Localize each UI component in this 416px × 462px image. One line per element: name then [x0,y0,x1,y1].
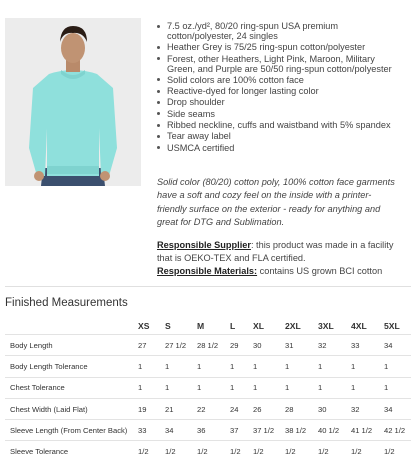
measurement-value: 1/2 [165,441,197,462]
measurement-value: 1/2 [253,441,285,462]
measurement-value: 1 [138,377,165,398]
size-header-2xl: 2XL [285,321,301,331]
measurement-value: 28 [285,398,318,419]
measurement-value: 28 1/2 [197,335,230,356]
measurement-value: 38 1/2 [285,420,318,441]
measurement-value: 1 [318,377,351,398]
measurement-label: Body Length Tolerance [5,356,138,377]
measurement-value: 32 [351,398,384,419]
measurement-value: 30 [253,335,285,356]
measurement-value: 42 1/2 [384,420,411,441]
measurement-value: 1 [165,377,197,398]
size-header-m: M [197,321,205,331]
table-row [5,398,411,419]
responsible-materials-label: Responsible Materials: [157,266,258,276]
measurement-value: 1 [197,356,230,377]
measurement-value: 29 [230,335,253,356]
measurement-value: 24 [230,398,253,419]
measurement-value: 1 [138,356,165,377]
measurement-value: 1 [253,356,285,377]
measurement-label: Chest Width (Laid Flat) [5,398,138,419]
measurement-value: 1/2 [351,441,384,462]
measurement-value: 1 [318,356,351,377]
feature-item: USMCA certified [157,143,401,153]
feature-item: Reactive-dyed for longer lasting color [157,86,401,96]
measurement-value: 36 [197,420,230,441]
measurement-value: 1/2 [318,441,351,462]
feature-item: Tear away label [157,131,401,141]
measurement-label: Chest Tolerance [5,377,138,398]
measurement-value: 1/2 [230,441,253,462]
measurement-value: 34 [165,420,197,441]
measurement-value: 1 [351,377,384,398]
measurement-value: 1 [285,377,318,398]
header-spacer [5,318,138,335]
measurement-value: 41 1/2 [351,420,384,441]
size-header-s: S [165,321,171,331]
feature-item: Forest, other Heathers, Light Pink, Maroon, Military Green, and Purple are 50/50 ring-spun cotton/polyester [157,54,401,74]
table-row [5,377,411,398]
measurement-value: 1 [197,377,230,398]
size-header-l: L [230,321,236,331]
responsible-supplier-text: : this product was made in a facility that is OEKO-TEX and FLA certified. [157,240,394,263]
measurement-value: 27 1/2 [165,335,197,356]
feature-item: Solid colors are 100% cotton face [157,75,401,85]
measurement-value: 34 [384,398,411,419]
measurement-value: 19 [138,398,165,419]
feature-item: 7.5 oz./yd², 80/20 ring-spun USA premium cotton/polyester, 24 singles [157,21,401,41]
table-row [5,420,411,441]
size-header-xl: XL [253,321,264,331]
measurement-value: 27 [138,335,165,356]
measurement-value: 1 [253,377,285,398]
measurement-value: 34 [384,335,411,356]
feature-item: Drop shoulder [157,97,401,107]
measurement-label: Body Length [5,335,138,356]
measurement-value: 30 [318,398,351,419]
measurement-value: 31 [285,335,318,356]
size-header-5xl: 5XL [384,321,400,331]
measurement-value: 1 [230,356,253,377]
measurement-value: 33 [138,420,165,441]
measurement-value: 37 [230,420,253,441]
feature-item: Side seams [157,109,401,119]
responsible-materials [157,265,407,277]
table-row [5,441,411,462]
measurement-value: 1 [384,356,411,377]
measurement-value: 1 [165,356,197,377]
measurement-value: 40 1/2 [318,420,351,441]
measurement-label: Sleeve Tolerance [5,441,138,462]
product-description: Solid color (80/20) cotton poly, 100% cotton face garments have a soft and cozy feel on the inside with a printer-friendly surface on the exterior - ready for anything and great for DTG and Sublimation. [157,177,395,227]
measurement-value: 1/2 [138,441,165,462]
measurement-value: 32 [318,335,351,356]
section-divider [5,286,411,287]
responsible-materials-text: contains US grown BCI cotton [257,266,383,276]
model-wearing-sweatshirt [5,18,141,186]
measurement-value: 22 [197,398,230,419]
measurement-value: 37 1/2 [253,420,285,441]
measurement-value: 1 [384,377,411,398]
measurement-value: 21 [165,398,197,419]
measurement-value: 1/2 [197,441,230,462]
feature-item: Ribbed neckline, cuffs and waistband with 5% spandex [157,120,401,130]
feature-list [157,21,401,154]
measurement-value: 1 [285,356,318,377]
responsible-supplier [157,239,397,265]
measurement-value: 1/2 [285,441,318,462]
measurement-value: 1/2 [384,441,411,462]
measurement-value: 1 [351,356,384,377]
size-header-4xl: 4XL [351,321,367,331]
measurements-table [5,318,411,462]
product-photo [5,18,141,186]
finished-measurements-title: Finished Measurements [5,297,128,309]
size-header-xs: XS [138,321,150,331]
table-row [5,335,411,356]
size-header-3xl: 3XL [318,321,334,331]
measurement-label: Sleeve Length (From Center Back) [5,420,138,441]
responsible-supplier-label: Responsible Supplier [157,240,251,250]
feature-item: Heather Grey is 75/25 ring-spun cotton/polyester [157,42,401,52]
table-row [5,356,411,377]
measurement-value: 26 [253,398,285,419]
measurement-value: 1 [230,377,253,398]
size-header-row [5,318,411,335]
measurement-value: 33 [351,335,384,356]
